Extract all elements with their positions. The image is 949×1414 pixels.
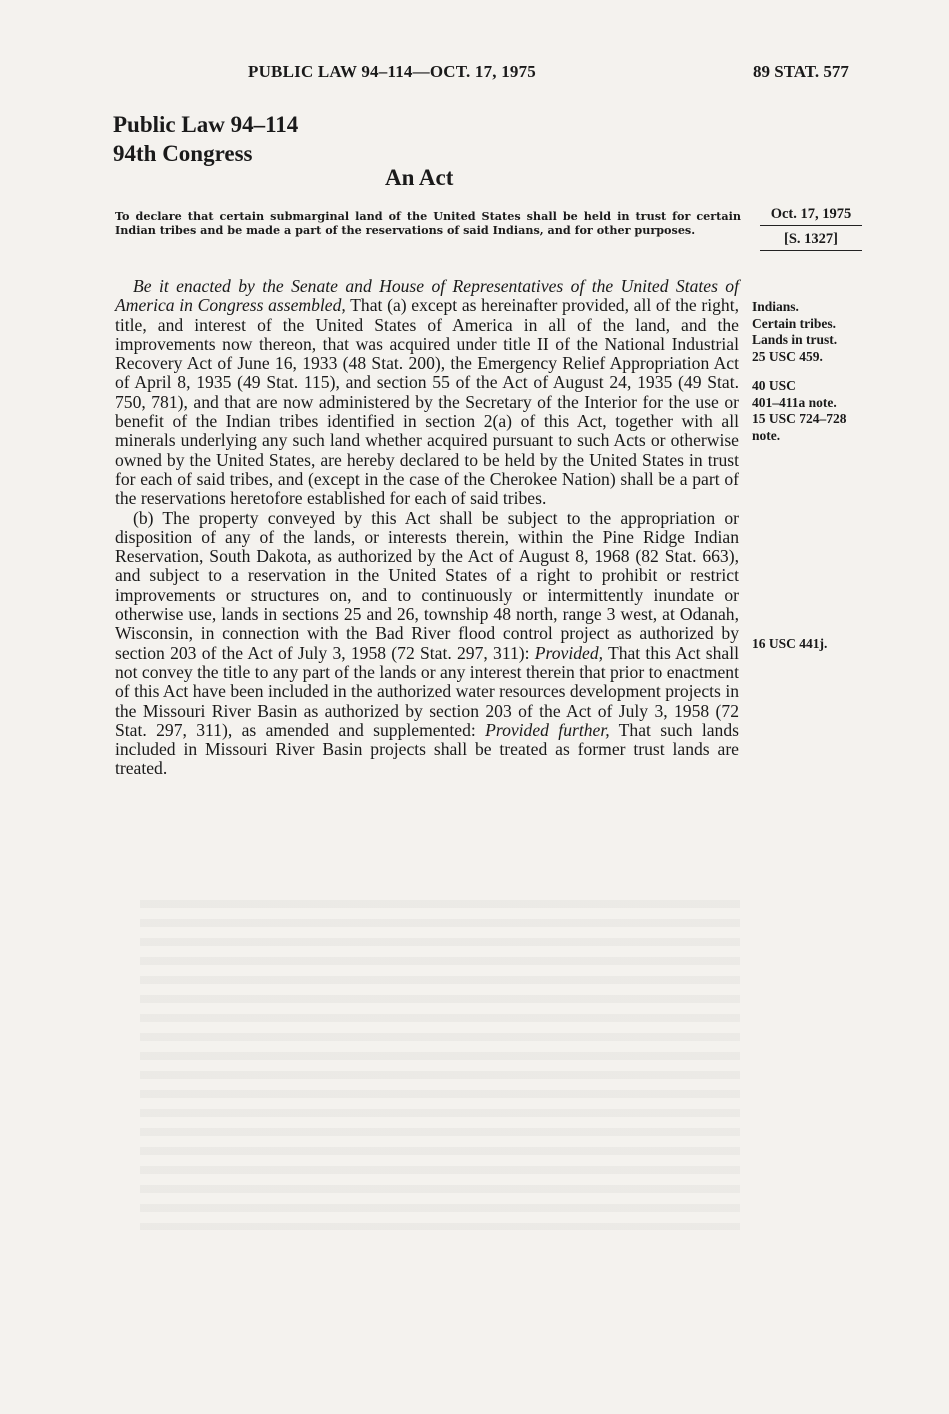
margin-note-line: 401–411a note. — [752, 394, 837, 410]
margin-note-line: 40 USC — [752, 378, 796, 393]
margin-note-line: 16 USC 441j. — [752, 636, 828, 651]
margin-note-line: 15 USC 724–728 — [752, 411, 847, 426]
section-b-text-start: (b) The property conveyed by this Act shall be subject to the appropriation or disposition of any of the lands, or interests therein, within the Pine Ridge Indian Reservation, South Dakota, as authorized by the Act of August 8, 1968 (82 Stat. 663), and subject to a reservation in the United States of a right to prohibit or restrict improvements or structures on, and to continuously or intermittently inundate or otherwise use, lands in sections 25 and 26, township 48 north, range 3 west, at Odanah, Wisconsin, in connection with the Bad River flood control project as authorized by section 203 of the Act of July 3, 1958 (72 Stat. 297, 311): — [115, 507, 739, 663]
public-law-number: Public Law 94–114 — [113, 112, 299, 137]
enactment-date: Oct. 17, 1975 — [760, 206, 862, 226]
provided-further-clause: Provided further, — [485, 719, 610, 740]
margin-note-line: Indians. — [752, 299, 799, 314]
bleed-through-texture — [140, 900, 740, 1230]
act-heading: An Act — [385, 165, 454, 190]
section-a-text: That (a) except as hereinafter provided, all of the right, title, and interest of the United States of America in all of the land, and the improvements now thereon, that was acquired under title II of the National Industrial Recovery Act of June 16, 1933 (48 Stat. 200), the Emergency Relief Appropriation Act of April 8, 1935 (49 Stat. 115), and section 55 of the Act of August 24, 1935 (49 Stat. 750, 781), and that are now administered by the Secretary of the Interior for the use or benefit of the Indian tribes identified in section 2(a) of this Act, together with all minerals underlying any such land whether acquired pursuant to such Acts or otherwise owned by the United States, are hereby declared to be held by the United States in trust for each of said tribes, and (except in the case of the Cherokee Nation) shall be a part of the reservations heretofore established for each of said tribes. — [115, 295, 739, 509]
act-purpose: To declare that certain submarginal land of the United States shall be held in trust for certain Indian tribes and be made a part of the reservations of said Indians, and for other purposes. — [115, 209, 741, 237]
section-b-text-mid: That this Act shall not convey the title to any part of the lands or any interest therein that prior to enactment of this Act have been included in the authorized water resources development projects in the Missouri River Basin as authorized by section 203 of the Act of July 3, 1958 (72 Stat. 297, 311), as amended and supplemented: — [115, 642, 739, 740]
running-head: PUBLIC LAW 94–114—OCT. 17, 1975 — [248, 62, 536, 81]
section-b-paragraph — [115, 509, 739, 779]
enacting-clause: Be it enacted by the Senate and House of Representatives of the United States of America in Congress assembled, — [115, 276, 739, 316]
act-body — [115, 277, 739, 779]
provided-clause: Provided, — [534, 642, 604, 663]
congress-number: 94th Congress — [113, 141, 253, 166]
section-a-paragraph — [115, 277, 739, 509]
margin-note-line: note. — [752, 427, 781, 443]
margin-note-16-usc — [752, 636, 912, 653]
law-title-block — [113, 110, 298, 168]
date-box — [760, 206, 862, 251]
section-b-text-end: That such lands included in Missouri River Basin projects shall be treated as former trust lands are treated. — [115, 719, 739, 779]
margin-note-line: Certain tribes. — [752, 315, 836, 331]
bill-number: [S. 1327] — [760, 226, 862, 251]
margin-note-indians — [752, 299, 912, 365]
margin-note-usc-citations — [752, 378, 912, 444]
statute-reference: 89 STAT. 577 — [753, 62, 849, 81]
margin-note-line: Lands in trust. — [752, 332, 838, 347]
margin-note-line: 25 USC 459. — [752, 348, 823, 364]
